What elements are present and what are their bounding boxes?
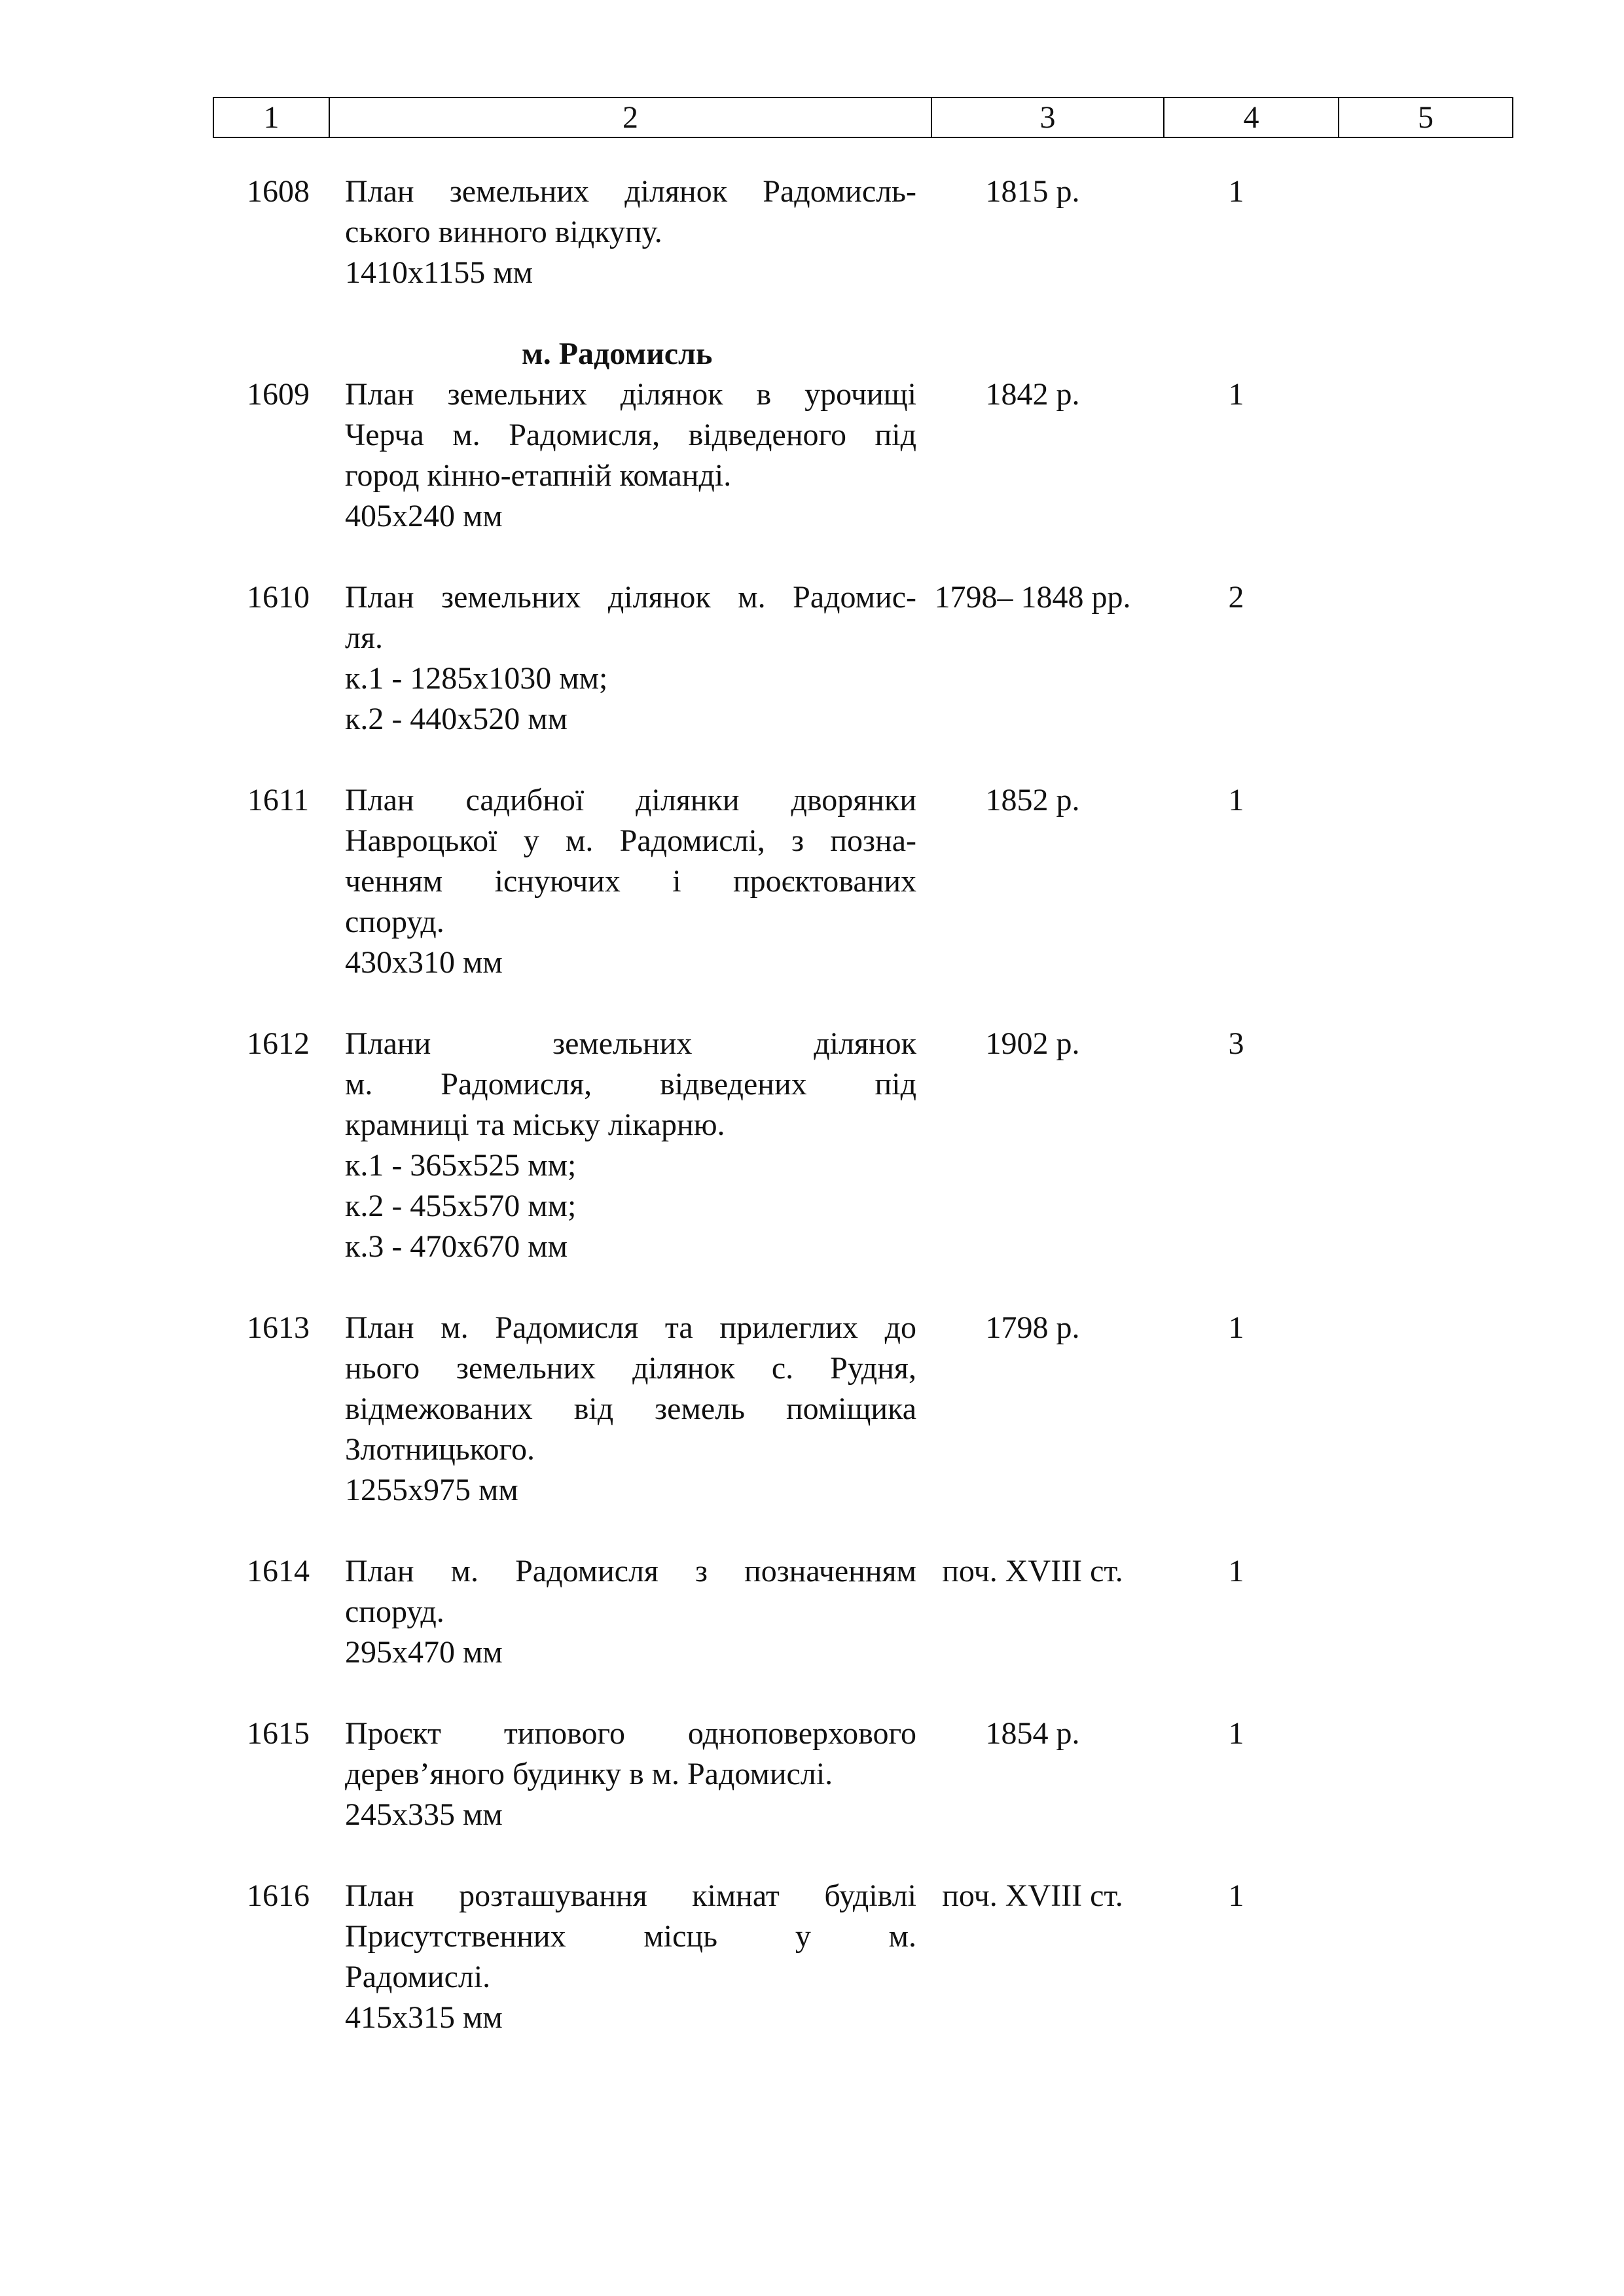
date-line: 1902 р. [985,1026,1080,1061]
entry-description [345,1551,916,1673]
entry-size: 430х310 мм [345,945,503,980]
description-line: План розташування кімнат будівлі [345,1878,916,1913]
section-title: м. Радомисль [522,336,713,371]
entry-size: к.2 - 440х520 мм [345,702,568,736]
entry-description [345,780,916,983]
catalog-entry [213,1551,1512,1673]
description-line: споруд. [345,905,444,939]
description-line: ського винного відкупу. [345,215,662,249]
entry-description [345,1024,916,1267]
entry-number: 1609 [247,377,310,412]
entry-date [916,1713,1149,1754]
entry-number: 1612 [247,1026,310,1061]
description-line: відмежованих від земель поміщика [345,1391,916,1426]
description-line: город кінно-етапній команді. [345,458,732,493]
entry-size: к.1 - 365х525 мм; [345,1148,577,1183]
date-line: 1815 р. [985,174,1080,209]
entry-description [345,1876,916,2038]
description-line: нього земельних ділянок с. Рудня, [345,1351,916,1386]
description-line: Радомислі. [345,1960,491,1994]
catalog-entry [213,374,1512,537]
description-line: План земельних ділянок в урочищі [345,377,916,412]
catalog-entry [213,1308,1512,1511]
catalog-entry [213,577,1512,740]
entry-description [345,171,916,293]
date-line: 1848 рр. [1020,580,1131,615]
description-line: Проєкт типового одноповерхового [345,1716,916,1751]
entry-number: 1608 [247,174,310,209]
entry-number: 1615 [247,1716,310,1751]
column-header-1: 1 [213,98,329,137]
entry-number: 1613 [247,1310,310,1345]
date-line: поч. XVIII [942,1878,1083,1913]
entry-quantity: 1 [1228,1878,1244,1913]
entry-size: 415х315 мм [345,2000,503,2035]
column-header-row [213,98,1513,137]
description-line: крамниці та міську лікарню. [345,1107,725,1142]
description-line: План м. Радомисля з позначенням [345,1554,916,1588]
description-line: Навроцької у м. Радомислі, з позна- [345,823,916,858]
entry-size: 245х335 мм [345,1797,503,1832]
entry-number: 1614 [247,1554,310,1588]
column-header-2: 2 [329,98,931,137]
entry-size: к.1 - 1285х1030 мм; [345,661,608,696]
catalog-entry [213,171,1512,293]
catalog-entry [213,1713,1512,1835]
entry-date [916,780,1149,821]
entry-quantity: 1 [1228,377,1244,412]
description-line: План садибної ділянки дворянки [345,783,916,817]
entry-date [916,577,1149,618]
catalog-entry [213,780,1512,983]
description-line: ля. [345,620,384,655]
column-header-5: 5 [1339,98,1513,137]
date-line: 1798– [934,580,1013,615]
entry-quantity: 1 [1228,1310,1244,1345]
entry-number: 1610 [247,580,310,615]
date-line: 1798 р. [985,1310,1080,1345]
column-header-4: 4 [1164,98,1339,137]
date-line: поч. XVIII [942,1554,1083,1588]
catalog-entries [213,171,1512,2038]
date-line: ст. [1090,1554,1123,1588]
entry-date [916,1024,1149,1064]
entry-date [916,1876,1149,1916]
date-line: 1854 р. [985,1716,1080,1751]
description-line: споруд. [345,1594,444,1629]
description-line: м. Радомисля, відведених під [345,1067,916,1102]
entry-number: 1611 [247,783,310,817]
entry-quantity: 1 [1228,1554,1244,1588]
column-header-table [213,97,1513,138]
entry-quantity: 1 [1228,174,1244,209]
entry-date [916,171,1149,212]
date-line: 1842 р. [985,377,1080,412]
description-line: Плани земельних ділянок [345,1026,916,1061]
entry-size: 405х240 мм [345,499,503,533]
entry-number: 1616 [247,1878,310,1913]
column-header-3: 3 [931,98,1164,137]
entry-size: к.3 - 470х670 мм [345,1229,568,1264]
entry-date [916,374,1149,415]
date-line: 1852 р. [985,783,1080,817]
description-line: ченням існуючих і проєктованих [345,864,916,899]
entry-description [345,1713,916,1835]
description-line: План м. Радомисля та прилеглих до [345,1310,916,1345]
description-line: дерев’яного будинку в м. Радомислі. [345,1757,833,1791]
entry-quantity: 2 [1228,580,1244,615]
description-line: Присутственних місць у м. [345,1919,916,1954]
entry-description [345,374,916,537]
entry-quantity: 3 [1228,1026,1244,1061]
description-line: Черча м. Радомисля, відведеного під [345,418,916,452]
entry-size: 1410х1155 мм [345,255,533,290]
catalog-entry [213,1024,1512,1267]
entry-date [916,1551,1149,1592]
catalog-entry [213,1876,1512,2038]
entry-quantity: 1 [1228,783,1244,817]
description-line: План земельних ділянок Радомисль- [345,174,916,209]
entry-quantity: 1 [1228,1716,1244,1751]
description-line: Злотницького. [345,1432,535,1467]
entry-size: к.2 - 455х570 мм; [345,1189,577,1223]
entry-description [345,1308,916,1511]
entry-date [916,1308,1149,1348]
entry-size: 295х470 мм [345,1635,503,1670]
entry-description [345,577,916,740]
description-line: План земельних ділянок м. Радомис- [345,580,916,615]
entry-size: 1255х975 мм [345,1473,518,1507]
date-line: ст. [1090,1878,1123,1913]
